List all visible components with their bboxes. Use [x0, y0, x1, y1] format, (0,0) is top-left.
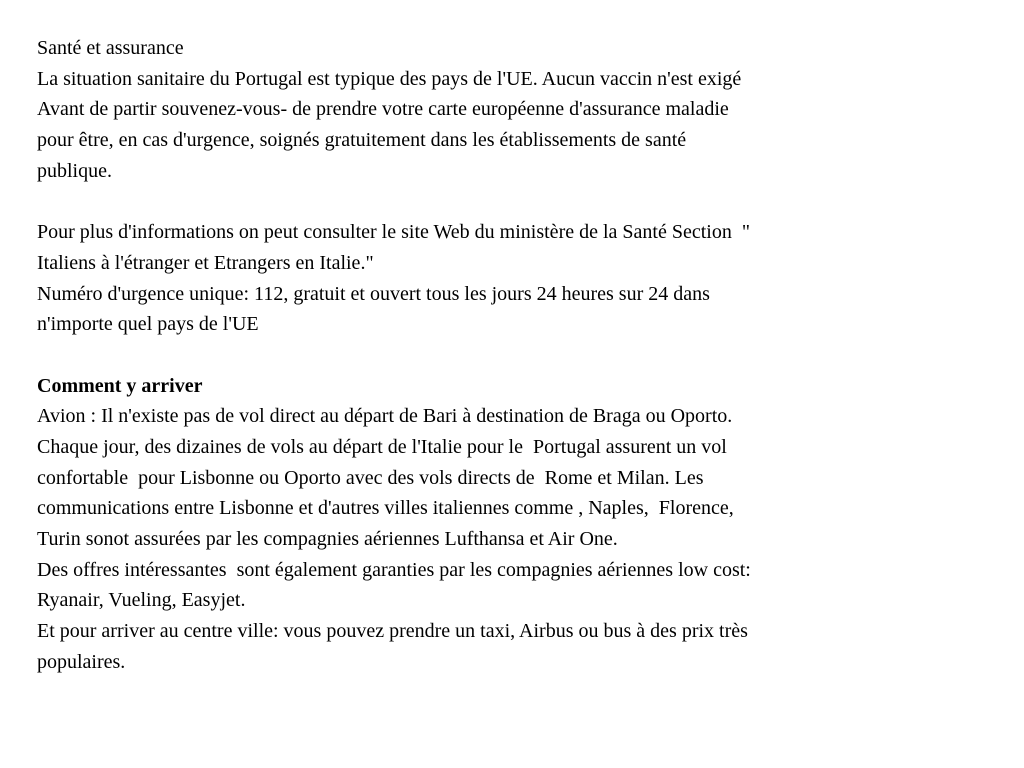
health-text-line: La situation sanitaire du Portugal est typique des pays de l'UE. Aucun vaccin n'est exigé	[37, 67, 742, 90]
access-text-line: communications entre Lisbonne et d'autres villes italiennes comme , Naples, Florence,	[37, 497, 734, 520]
document-page	[37, 33, 997, 677]
paragraph-gap	[37, 186, 997, 217]
health-text-line: pour être, en cas d'urgence, soignés gratuitement dans les établissements de santé	[37, 129, 687, 152]
info-text-line: n'importe quel pays de l'UE	[37, 313, 259, 336]
access-text-line: confortable pour Lisbonne ou Oporto avec des vols directs de Rome et Milan. Les	[37, 466, 704, 489]
access-text-line: Turin sonot assurées par les compagnies aériennes Lufthansa et Air One.	[37, 528, 618, 550]
info-text-line: Pour plus d'informations on peut consulter le site Web du ministère de la Santé Section "	[37, 221, 750, 244]
health-section-title: Santé et assurance	[37, 37, 184, 59]
access-text-line: Ryanair, Vueling, Easyjet.	[37, 589, 246, 612]
health-text-line: publique.	[37, 159, 112, 182]
info-section	[37, 217, 997, 340]
paragraph-gap	[37, 340, 997, 371]
access-section	[37, 371, 997, 678]
access-text-line: Avion : Il n'existe pas de vol direct au départ de Bari à destination de Braga ou Oporto.	[37, 405, 733, 428]
access-text-line: Des offres intéressantes sont également garanties par les compagnies aériennes low cost:	[37, 558, 751, 581]
access-text-line: populaires.	[37, 650, 126, 673]
info-text-line: Numéro d'urgence unique: 112, gratuit et ouvert tous les jours 24 heures sur 24 dans	[37, 282, 710, 305]
info-text-line: Italiens à l'étranger et Etrangers en Italie."	[37, 251, 374, 274]
access-section-heading: Comment y arriver	[37, 374, 203, 397]
access-text-line: Chaque jour, des dizaines de vols au départ de l'Italie pour le Portugal assurent un vol	[37, 435, 727, 458]
health-section	[37, 33, 997, 186]
health-text-line: Avant de partir souvenez-vous- de prendre votre carte européenne d'assurance maladie	[37, 98, 729, 121]
access-text-line: Et pour arriver au centre ville: vous pouvez prendre un taxi, Airbus ou bus à des prix très	[37, 620, 748, 643]
